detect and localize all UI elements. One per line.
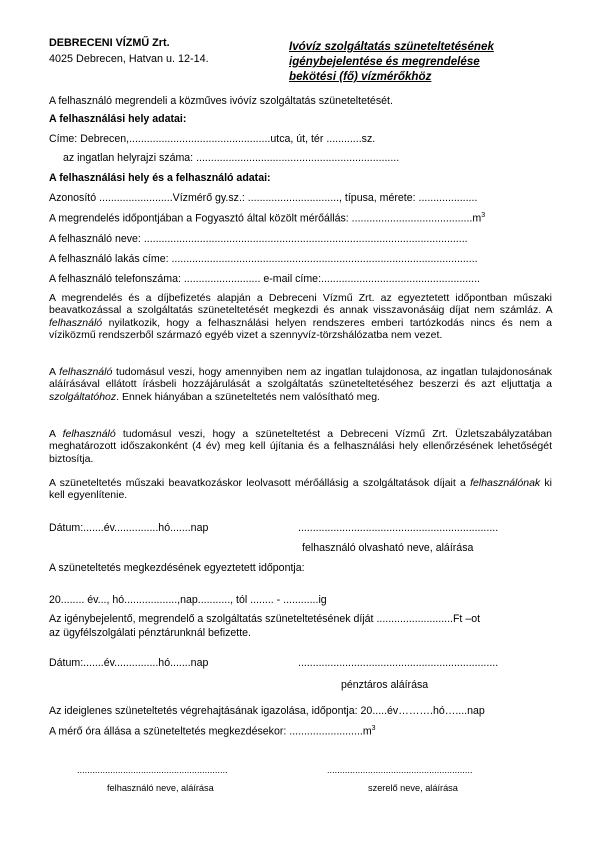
meter-state-line xyxy=(49,725,376,738)
paragraph-4 xyxy=(49,477,552,502)
agreed-date-line: 20........ év..., hó..................,nap..........., tól ........ - ............ig xyxy=(49,594,327,606)
user-heading: A felhasználási hely és a felhasználó adatai: xyxy=(49,172,271,184)
meter-state-text: A mérő óra állása a szüneteltetés megkezdésekor: .........................m xyxy=(49,725,372,738)
title-line-2: igénybejelentése és megrendelése xyxy=(289,55,480,68)
temporary-suspension-line: Az ideiglenes szüneteltetés végrehajtásának igazolása, időpontja: 20.....év……….hó…....nap xyxy=(49,705,485,717)
meter-id-line: Azonosító .........................Vízmérő gy.sz.: ..............................., típusa, mérete: .................... xyxy=(49,192,478,204)
lot-number-line xyxy=(63,152,399,164)
lot-label: az ingatlan helyrajzi száma: xyxy=(63,152,194,164)
p2-em: felhasználó xyxy=(59,366,113,378)
paragraph-2 xyxy=(49,366,552,403)
p1-rest: nyilatkozik, hogy a felhasználási helyen rendszeres emberi tartózkodás nincs és nem a víziközmű rendszerből származó egyéb vizet a szennyvíz-törzshálózatba nem vezet. xyxy=(49,316,552,341)
site-address-dots: ................................................ xyxy=(129,133,271,145)
fee-line-1: Az igénybejelentő, megrendelő a szolgáltatás szüneteltetésének díját ..........................Ft –ot xyxy=(49,613,481,625)
p1-text: A megrendelés és a díjbefizetés alapján a Debreceni Vízmű Zrt. az egyeztetett időpontban műszaki beavatkozással a szolgáltatás szüneteltetését megkezdi és annak visszavonásáig díjat nem számláz. A xyxy=(49,292,552,317)
p2-a: A xyxy=(49,366,56,378)
title-line-1: Ivóvíz szolgáltatás szüneteltetésének xyxy=(289,40,494,53)
company-address: 4025 Debrecen, Hatvan u. 12-14. xyxy=(49,53,209,65)
fee-line-2: az ügyfélszolgálati pénztárunknál befizette. xyxy=(49,627,251,639)
user-name-line: A felhasználó neve: .............................................................................................................. xyxy=(49,233,468,245)
p2-b: tudomásul veszi, hogy amennyiben nem az ingatlan tulajdonosa, az ingatlan tulajdonosának aláírásával ellátott írásbeli hozzájárulását a szolgáltatás szüneteltetéséhez beszerzi és azt eljuttatja a xyxy=(49,366,552,391)
company-name: DEBRECENI VÍZMŰ Zrt. xyxy=(49,37,170,49)
paragraph-1 xyxy=(49,292,552,341)
site-address-dots2: ............ xyxy=(326,133,362,145)
bottom-signature-dots-left: ........................................................... xyxy=(77,765,228,775)
site-address-line xyxy=(49,133,375,145)
p4-b: ki kell egyenlítenie. xyxy=(49,477,552,502)
date-line-2: Dátum:.......év...............hó.......nap xyxy=(49,657,209,669)
p1-em: felhasználó xyxy=(49,316,103,329)
site-address-end: sz. xyxy=(361,133,376,145)
user-residence-line: A felhasználó lakás címe: ........................................................................................................ xyxy=(49,253,478,265)
site-address-suffix: utca, út, tér xyxy=(270,133,324,145)
meter-reading-line xyxy=(49,212,485,225)
p3-a: A xyxy=(49,428,56,440)
site-heading: A felhasználási hely adatai: xyxy=(49,113,187,125)
signature-label-1: felhasználó olvasható neve, aláírása xyxy=(302,542,474,554)
signature-label-2: pénztáros aláírása xyxy=(341,679,429,691)
p2-c: . Ennek hiányában a szüneteltetés nem valósítható meg. xyxy=(116,390,380,403)
bottom-signature-label-right: szerelő neve, aláírása xyxy=(368,783,458,793)
site-address-prefix: Címe: Debrecen, xyxy=(49,133,130,145)
meter-reading-text: A megrendelés időpontjában a Fogyasztó által közölt mérőállás: .........................................m xyxy=(49,212,482,225)
signature-dots-1: .................................................................... xyxy=(298,522,499,534)
meter-state-sup: 3 xyxy=(371,725,376,732)
title-line-3: bekötési (fő) vízmérőkhöz xyxy=(289,70,432,83)
date-line-1: Dátum:.......év...............hó.......nap xyxy=(49,522,209,534)
p2-em2: szolgáltatóhoz xyxy=(49,390,117,403)
bottom-signature-label-left: felhasználó neve, aláírása xyxy=(107,783,214,793)
user-phone-line: A felhasználó telefonszáma: .......................... e-mail címe:...................................................... xyxy=(49,273,480,285)
paragraph-3 xyxy=(49,428,552,465)
bottom-signature-dots-right: ......................................................... xyxy=(327,765,473,775)
signature-dots-2: .................................................................... xyxy=(298,657,499,669)
agreed-date-label: A szüneteltetés megkezdésének egyeztetett időpontja: xyxy=(49,562,305,574)
p4-a: A szüneteltetés műszaki beavatkozáskor leolvasott mérőállásig a szolgáltatások díjait a xyxy=(49,477,466,489)
p4-em: felhasználónak xyxy=(470,477,541,489)
cubic-sup: 3 xyxy=(481,212,486,219)
intro-text: A felhasználó megrendeli a közműves ivóvíz szolgáltatás szüneteltetését. xyxy=(49,95,393,107)
p3-b: tudomásul veszi, hogy a szüneteltetést a Debreceni Vízmű Zrt. Üzletszabályzatában meghatározott időszakonként (4 év) meg kell újítania és a felhasználási hely ellenőrzésének lehetőségét biztosítja. xyxy=(49,428,552,465)
document-title xyxy=(289,39,494,84)
p3-em: felhasználó xyxy=(62,428,116,440)
lot-dots: ..................................................................... xyxy=(196,152,400,164)
